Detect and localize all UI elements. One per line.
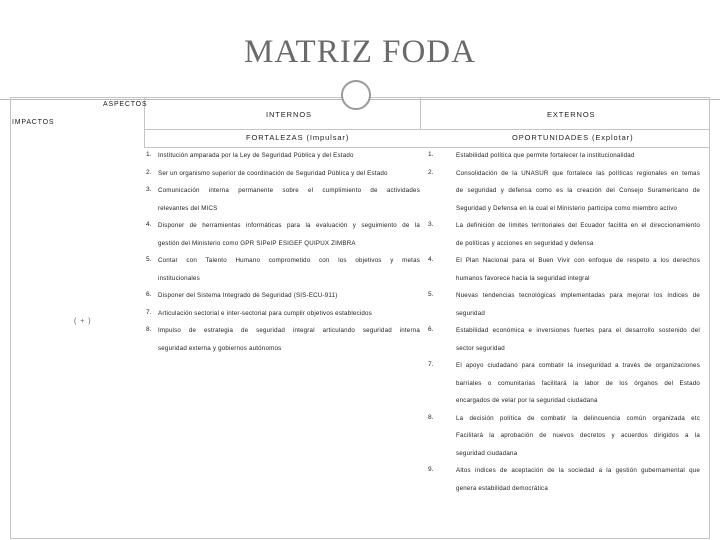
oportunidades-item-text: Nuevas tendencias tecnológicas implementadas para mejorar los índices de bbox=[456, 292, 700, 299]
fortalezas-item-text: seguridad externa y gobiernos autónomos bbox=[158, 344, 282, 352]
page-title: MATRIZ FODA bbox=[244, 34, 476, 70]
oportunidades-item-number: 3. bbox=[428, 221, 434, 228]
externos-header: EXTERNOS bbox=[547, 110, 596, 119]
oportunidades-item-text: de políticas y acciones en seguridad y defensa bbox=[456, 239, 594, 247]
fortalezas-item-number: 3. bbox=[146, 186, 152, 193]
fortalezas-item-number: 8. bbox=[146, 326, 152, 333]
fortalezas-item-text: gestión del Ministerio como GPR SIPeIP ESIGEF QUIPUX ZIMBRA bbox=[158, 239, 356, 247]
fortalezas-item-number: 1. bbox=[146, 151, 152, 158]
oportunidades-item-number: 8. bbox=[428, 413, 434, 421]
oportunidades-item-text: La decisión política de combatir la delincuencia común organizada etc bbox=[456, 414, 700, 422]
fortalezas-header: FORTALEZAS (Impulsar) bbox=[246, 133, 350, 142]
oportunidades-item-text: encargados de velar por la seguridad ciudadana bbox=[456, 397, 598, 404]
oportunidades-item-text: Estabilidad económica e inversiones fuertes para el desarrollo sostenido del bbox=[456, 327, 700, 334]
oportunidades-item-text: humanos favorece hacia la seguridad integral bbox=[456, 274, 590, 282]
divider-subheader-row bbox=[144, 147, 709, 148]
oportunidades-item-text: genera estabilidad democrática bbox=[456, 484, 548, 492]
oportunidades-item-text: seguridad bbox=[456, 309, 485, 317]
divider-internal-external bbox=[420, 97, 421, 129]
oportunidades-item-number: 9. bbox=[428, 466, 434, 473]
fi-sign-label: ( + ) bbox=[74, 318, 92, 325]
oportunidades-item-number: 5. bbox=[428, 291, 434, 298]
oportunidades-item-text: El Plan Nacional para el Buen Vivir con enfoque de respeto a los derechos bbox=[456, 257, 700, 264]
oportunidades-item-number: 1. bbox=[428, 151, 434, 158]
oportunidades-item-text: Seguridad y Defensa en la cual el Ministerio participa como miembro activo bbox=[456, 204, 678, 212]
oportunidades-item-number: 2. bbox=[428, 168, 434, 176]
divider-header-row bbox=[144, 129, 709, 130]
oportunidades-item-text: Consolidación de la UNASUR que fortalece las políticas regionales en temas bbox=[456, 169, 700, 177]
fortalezas-item-text: Institución amparada por la Ley de Seguridad Pública y del Estado bbox=[158, 152, 354, 159]
divider-impacts-column-lower bbox=[144, 129, 145, 147]
fortalezas-item-number: 2. bbox=[146, 168, 152, 176]
oportunidades-item-text: seguridad ciudadana bbox=[456, 449, 518, 457]
fortalezas-item-text: Comunicación interna permanente sobre el cumplimiento de actividades bbox=[158, 187, 420, 194]
aspectos-label: ASPECTOS bbox=[103, 101, 148, 108]
oportunidades-item-text: de seguridad y defensa como es la creación del Consejo Suramericano de bbox=[456, 187, 700, 194]
fortalezas-item-text: Disponer del Sistema Integrado de Seguridad (SIS-ECU-911) bbox=[158, 292, 338, 299]
impactos-label: IMPACTOS bbox=[12, 119, 55, 126]
oportunidades-item-text: sector seguridad bbox=[456, 344, 505, 352]
fortalezas-item-number: 7. bbox=[146, 308, 152, 316]
oportunidades-item-text: La definición de límites territoriales del Ecuador facilita en el direccionamiento bbox=[456, 222, 700, 229]
fortalezas-item-text: Articulación sectorial e inter-sectorial para cumplir objetivos establecidos bbox=[158, 309, 372, 317]
fortalezas-item-text: relevantes del MICS bbox=[158, 204, 218, 212]
fortalezas-item-number: 6. bbox=[146, 291, 152, 298]
oportunidades-item-text: Altos índices de aceptación de la sociedad a la gestión gubernamental que bbox=[456, 467, 700, 474]
fortalezas-item-text: institucionales bbox=[158, 274, 200, 282]
fortalezas-item-text: Impulso de estrategia de seguridad integral articulando seguridad interna bbox=[158, 327, 420, 334]
fortalezas-item-text: Ser un organismo superior de coordinación de Seguridad Pública y del Estado bbox=[158, 169, 388, 177]
fortalezas-item-text: Contar con Talento Humano comprometido con los objetivos y metas bbox=[158, 257, 420, 264]
fortalezas-item-number: 5. bbox=[146, 256, 152, 263]
oportunidades-header: OPORTUNIDADES (Explotar) bbox=[512, 133, 634, 142]
fortalezas-item-text: Disponer de herramientas informáticas para la evaluación y seguimiento de la bbox=[158, 222, 420, 229]
internos-header: INTERNOS bbox=[266, 110, 312, 119]
oportunidades-item-text: El apoyo ciudadano para combatir la inseguridad a través de organizaciones bbox=[456, 362, 700, 369]
oportunidades-item-text: barriales o comunitarias facilitará la labor de los órganos del Estado bbox=[456, 379, 700, 387]
oportunidades-item-text: Estabilidad política que permite fortalecer la institucionalidad bbox=[456, 152, 635, 159]
fortalezas-item-number: 4. bbox=[146, 221, 152, 228]
title-ring-ornament bbox=[341, 80, 371, 110]
oportunidades-item-text: Facilitará la aprobación de nuevos decretos y acuerdos dirigidos a la bbox=[456, 432, 700, 439]
oportunidades-item-number: 4. bbox=[428, 256, 434, 263]
oportunidades-item-number: 6. bbox=[428, 326, 434, 333]
oportunidades-item-number: 7. bbox=[428, 361, 434, 368]
